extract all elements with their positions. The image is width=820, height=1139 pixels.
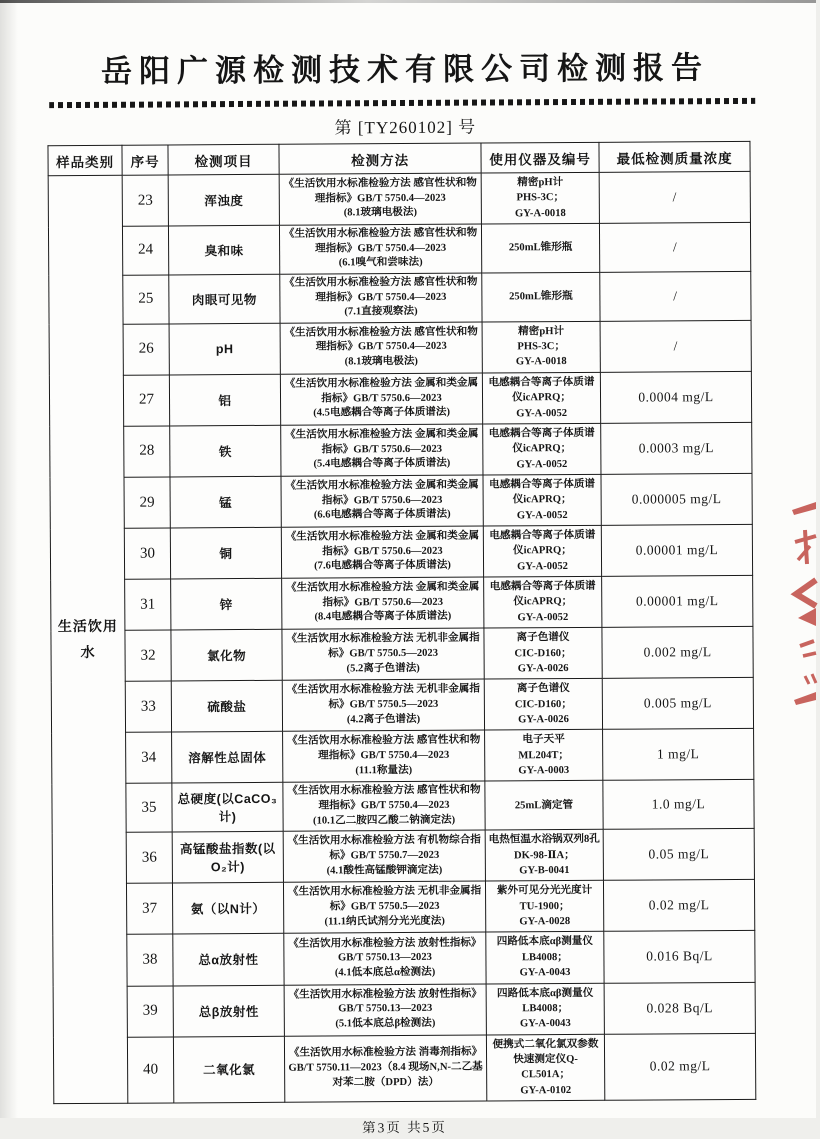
- table-row: [53, 982, 755, 1037]
- table-row: [51, 678, 753, 733]
- detection-limit: 0.05 mg/L: [603, 829, 754, 881]
- instrument-and-id: 四路低本底αβ测量仪 LB4008； GY-A-0043: [486, 932, 604, 984]
- test-method: 《生活饮用水标准检验方法 无机非金属指 标》GB/T 5750.5—2023 (5.2离子色谱法): [282, 628, 484, 680]
- test-method: 《生活饮用水标准检验方法 感官性状和物 理指标》GB/T 5750.4—2023 (7.1直接观察法): [280, 273, 482, 323]
- row-number: 39: [127, 985, 173, 1036]
- header-test-item: 检测项目: [168, 144, 279, 175]
- table-row: [49, 271, 751, 324]
- test-item: 氨（以N计）: [172, 883, 283, 935]
- test-item: 锰: [170, 476, 281, 528]
- detection-limit: 0.000005 mg/L: [601, 473, 752, 525]
- row-number: 25: [123, 275, 169, 324]
- test-item: pH: [169, 323, 280, 375]
- table-row: [50, 473, 752, 528]
- table-body: [48, 171, 756, 1103]
- row-number: 31: [125, 579, 171, 630]
- instrument-and-id: 电感耦合等离子体质谱 仪icAPRQ； GY-A-0052: [484, 576, 602, 628]
- instrument-and-id: 250mL锥形瓶: [481, 223, 599, 273]
- detection-limit: /: [599, 222, 750, 272]
- detection-limit: 0.005 mg/L: [602, 678, 753, 730]
- detection-limit: 0.0004 mg/L: [600, 371, 751, 423]
- test-method: 《生活饮用水标准检验方法 金属和类金属 指标》GB/T 5750.6—2023 (8.4电感耦合等离子体质谱法): [282, 577, 484, 629]
- instrument-and-id: 电感耦合等离子体质谱 仪icAPRQ； GY-A-0052: [483, 474, 601, 526]
- test-item: 溶解性总固体: [172, 732, 283, 784]
- instrument-and-id: 精密pH计 PHS-3C； GY-A-0018: [481, 172, 599, 224]
- test-items-table: [47, 141, 756, 1104]
- detection-limit: /: [599, 171, 750, 223]
- table-row: [50, 524, 752, 579]
- row-number: 27: [123, 375, 169, 426]
- instrument-and-id: 25mL滴定管: [485, 781, 603, 831]
- instrument-and-id: 电感耦合等离子体质谱 仪icAPRQ； GY-A-0052: [482, 372, 600, 424]
- row-number: 28: [124, 426, 170, 477]
- detection-limit: 0.0003 mg/L: [601, 422, 752, 474]
- test-method: 《生活饮用水标准检验方法 放射性指标》 GB/T 5750.13—2023 (4.1低本底总α检测法): [284, 932, 486, 984]
- scan-top-edge: [0, 0, 816, 3]
- test-method: 《生活饮用水标准检验方法 感官性状和物 理指标》GB/T 5750.4—2023 (8.1玻璃电极法): [279, 173, 481, 225]
- detection-limit: 0.00001 mg/L: [601, 524, 752, 576]
- row-number: 24: [122, 226, 168, 275]
- detection-limit: 0.00001 mg/L: [602, 576, 753, 628]
- report-title: 岳阳广源检测技术有限公司检测报告: [100, 50, 710, 89]
- table-header-row: [48, 141, 750, 175]
- table-row: [52, 729, 754, 784]
- instrument-and-id: 电子天平 ML204T； GY-A-0003: [485, 730, 603, 782]
- table-row: [49, 320, 751, 375]
- table-row: [51, 627, 753, 682]
- test-method: 《生活饮用水标准检验方法 金属和类金属 指标》GB/T 5750.6—2023 (4.5电感耦合等离子体质谱法): [280, 373, 482, 425]
- test-item: 铝: [169, 374, 280, 426]
- test-item: 浑浊度: [168, 174, 279, 226]
- test-method: 《生活饮用水标准检验方法 金属和类金属 指标》GB/T 5750.6—2023 (7.6电感耦合等离子体质谱法): [281, 526, 483, 578]
- header-number: 序号: [122, 145, 168, 175]
- detection-limit: 1 mg/L: [603, 729, 754, 781]
- test-method: 《生活饮用水标准检验方法 无机非金属指 标》GB/T 5750.5—2023 (4.2离子色谱法): [282, 679, 484, 731]
- header-detection-limit: 最低检测质量浓度: [599, 141, 750, 172]
- test-method: 《生活饮用水标准检验方法 消毒剂指标》 GB/T 5750.11—2023（8.4 现场N,N-二乙基 对苯二胺（DPD）法）: [284, 1035, 486, 1103]
- instrument-and-id: 便携式二氧化氯双参数 快速测定仪Q-CL501A； GY-A-0102: [486, 1034, 604, 1101]
- test-method: 《生活饮用水标准检验方法 感官性状和物 理指标》GB/T 5750.4—2023 (8.1玻璃电极法): [280, 322, 482, 374]
- row-number: 34: [126, 732, 172, 783]
- instrument-and-id: 电感耦合等离子体质谱 仪icAPRQ； GY-A-0052: [483, 423, 601, 475]
- detection-limit: 0.02 mg/L: [604, 1033, 755, 1100]
- test-method: 《生活饮用水标准检验方法 感官性状和物 理指标》GB/T 5750.4—2023 (10.1乙二胺四乙酸二钠滴定法): [283, 781, 485, 831]
- dotted-divider: [49, 98, 755, 108]
- header-sample-category: 样品类别: [48, 145, 122, 175]
- table-row: [52, 829, 754, 884]
- test-item: 高锰酸盐指数(以O₂计): [172, 832, 283, 884]
- doc-number: 第 [TY260102] 号: [334, 117, 477, 138]
- test-item: 肉眼可见物: [169, 274, 280, 324]
- test-item: 臭和味: [168, 225, 279, 275]
- header-test-method: 检测方法: [279, 143, 481, 174]
- test-method: 《生活饮用水标准检验方法 金属和类金属 指标》GB/T 5750.6—2023 (6.6电感耦合等离子体质谱法): [281, 475, 483, 527]
- instrument-and-id: 离子色谱仪 CIC-D160； GY-A-0026: [484, 679, 602, 731]
- header-instrument: 使用仪器及编号: [481, 142, 599, 173]
- row-number: 37: [126, 883, 172, 934]
- detection-limit: 0.028 Bq/L: [604, 982, 755, 1034]
- instrument-and-id: 电感耦合等离子体质谱 仪icAPRQ； GY-A-0052: [483, 525, 601, 577]
- test-item: 铜: [170, 527, 281, 579]
- row-number: 35: [126, 783, 172, 832]
- detection-limit: 0.002 mg/L: [602, 627, 753, 679]
- row-number: 26: [123, 324, 169, 375]
- scan-left-edge: [0, 0, 18, 1118]
- row-number: 38: [127, 934, 173, 985]
- detection-limit: 1.0 mg/L: [603, 780, 754, 830]
- test-method: 《生活饮用水标准检验方法 感官性状和物 理指标》GB/T 5750.4—2023 (6.1嗅气和尝味法): [279, 224, 481, 274]
- test-item: 总硬度(以CaCO₃计): [172, 783, 283, 833]
- test-method: 《生活饮用水标准检验方法 有机物综合指 标》GB/T 5750.7—2023 (4.1酸性高锰酸钾滴定法): [283, 830, 485, 882]
- detection-limit: /: [600, 320, 751, 372]
- table-row: [53, 1033, 755, 1104]
- test-method: 《生活饮用水标准检验方法 放射性指标》 GB/T 5750.13—2023 (5.1低本底总β检测法): [284, 984, 486, 1036]
- instrument-and-id: 电热恒温水浴锅双列8孔 DK-98-ⅡA； GY-B-0041: [485, 830, 603, 882]
- row-number: 33: [125, 681, 171, 732]
- table-row: [49, 371, 751, 426]
- test-item: 氯化物: [171, 629, 282, 681]
- table-row: [48, 171, 750, 226]
- row-number: 29: [124, 477, 170, 528]
- detection-limit: /: [600, 271, 751, 321]
- test-method: 《生活饮用水标准检验方法 金属和类金属 指标》GB/T 5750.6—2023 (5.4电感耦合等离子体质谱法): [281, 424, 483, 476]
- row-number: 40: [127, 1037, 173, 1104]
- sample-category: 生活饮用 水: [48, 175, 128, 1103]
- row-number: 23: [122, 175, 168, 226]
- row-number: 32: [125, 630, 171, 681]
- instrument-and-id: 精密pH计 PHS-3C； GY-A-0018: [482, 321, 600, 373]
- instrument-and-id: 紫外可见分光光度计 TU-1900； GY-A-0028: [485, 881, 603, 933]
- table-row: [52, 780, 754, 833]
- test-item: 铁: [170, 425, 281, 477]
- row-number: 36: [126, 832, 172, 883]
- table-row: [51, 576, 753, 631]
- table-row: [48, 222, 750, 275]
- page-number: 第3页 共5页: [361, 1119, 447, 1136]
- detection-limit: 0.016 Bq/L: [604, 931, 755, 983]
- table-row: [53, 931, 755, 986]
- test-item: 硫酸盐: [171, 681, 282, 733]
- table-row: [52, 880, 754, 935]
- instrument-and-id: 四路低本底αβ测量仪 LB4008； GY-A-0043: [486, 983, 604, 1035]
- instrument-and-id: 250mL锥形瓶: [482, 272, 600, 322]
- test-item: 锌: [171, 578, 282, 630]
- test-item: 二氧化氯: [173, 1036, 284, 1103]
- test-method: 《生活饮用水标准检验方法 无机非金属指 标》GB/T 5750.5—2023 (11.1纳氏试剂分光光度法): [283, 881, 485, 933]
- row-number: 30: [124, 528, 170, 579]
- test-item: 总α放射性: [173, 934, 284, 986]
- instrument-and-id: 离子色谱仪 CIC-D160； GY-A-0026: [484, 628, 602, 680]
- test-method: 《生活饮用水标准检验方法 感官性状和物 理指标》GB/T 5750.4—2023 (11.1称量法): [283, 730, 485, 782]
- detection-limit: 0.02 mg/L: [603, 880, 754, 932]
- test-item: 总β放射性: [173, 985, 284, 1037]
- table-row: [50, 422, 752, 477]
